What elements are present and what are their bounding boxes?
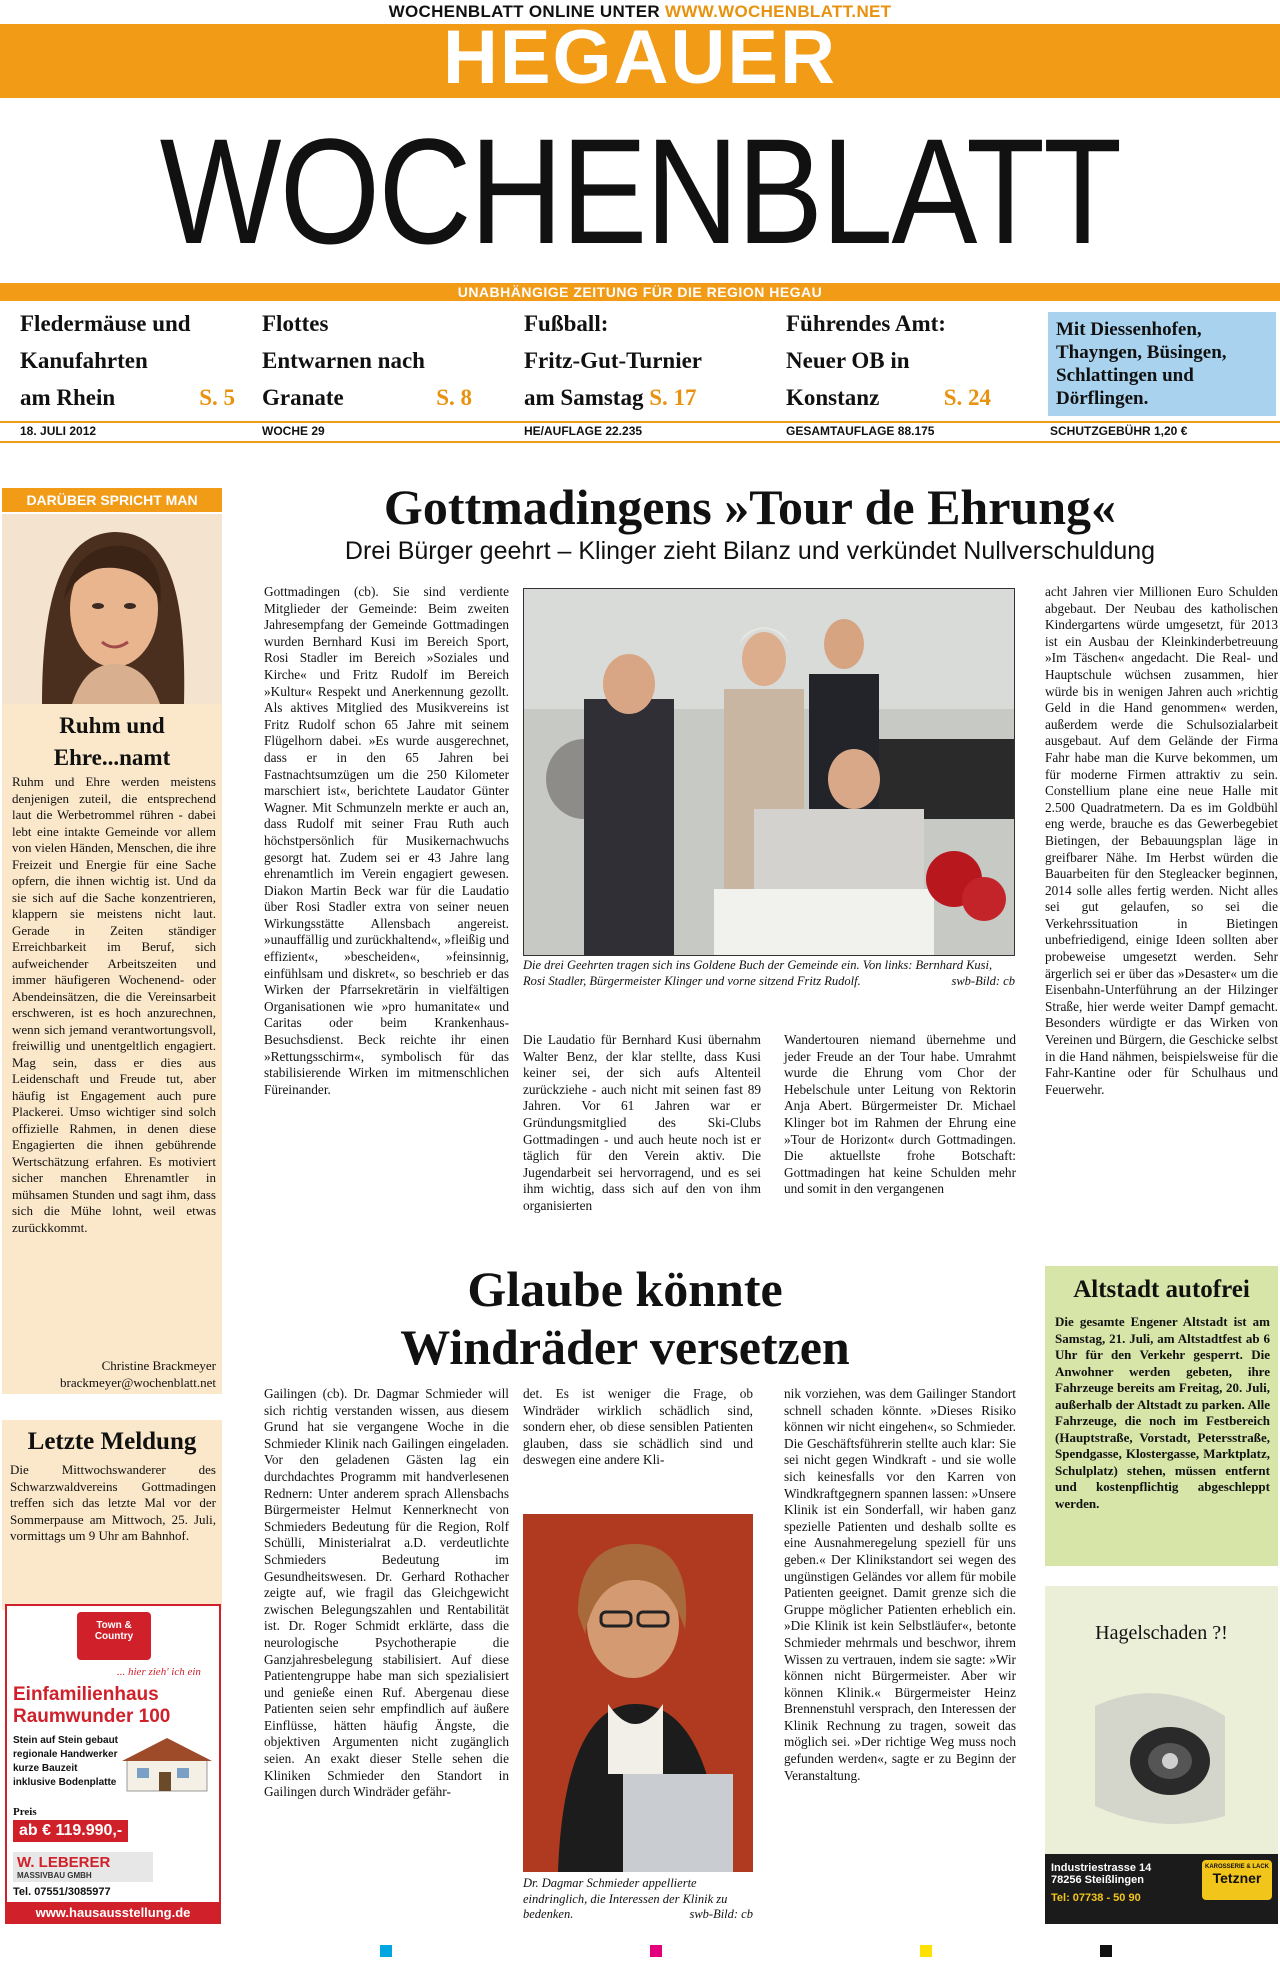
- ad-phone: Tel. 07551/3085977: [13, 1886, 111, 1898]
- ad2-city: 78256 Steißlingen: [1051, 1874, 1144, 1886]
- headline-line: Glaube könnte: [467, 1261, 783, 1317]
- company-name: W. LEBERER: [17, 1854, 111, 1871]
- ad-bullets: [13, 1734, 118, 1790]
- article2-photo: [523, 1514, 753, 1872]
- commentary-signature: [12, 1357, 216, 1391]
- article1-headline: Gottmadingens »Tour de Ehrung«: [383, 479, 1117, 535]
- online-url[interactable]: WWW.WOCHENBLATT.NET: [665, 2, 892, 21]
- last-news-title: Letzte Meldung: [27, 1428, 197, 1455]
- house-illustration: [117, 1734, 217, 1794]
- issue-total: GESAMTAUFLAGE 88.175: [786, 424, 935, 438]
- caption-text: Die drei Geehrten tragen sich ins Goldene Buch der Gemeinde ein. Von links: Bernhard Kusi, Rosi Stadler, Bürgermeister Klinger und vorne sitzend Fritz Rudolf.: [523, 958, 993, 988]
- brand-name: Tetzner: [1212, 1870, 1262, 1886]
- print-registration-marks: [0, 1935, 1280, 1965]
- sidebar-heading: DARÜBER SPRICHT MAN: [2, 488, 222, 512]
- author-name: Christine Brackmeyer: [101, 1358, 216, 1373]
- columnist-portrait: [2, 514, 222, 704]
- photo-credit: swb-Bild: cb: [951, 973, 1015, 988]
- ad-bullet: regionale Handwerker: [13, 1749, 118, 1760]
- teaser-line: Fledermäuse und: [20, 311, 191, 336]
- issue-week: WOCHE 29: [262, 424, 325, 438]
- teaser-2[interactable]: [262, 305, 472, 416]
- teaser-region-box: Mit Diessenhofen, Thayngen, Büsingen, Schlattingen und Dörflingen.: [1048, 312, 1276, 416]
- teaser-line: am Samstag S. 17: [524, 385, 697, 410]
- altstadt-body: Die gesamte Engener Altstadt ist am Samstag, 21. Juli, am Altstadtfest ab 6 Uhr für den Verkehr gesperrt. Die Anwohner werden gebeten, ihre Fahrzeuge bereits am Freitag, 20. Juli, außerhalb der Altstadt zu parken. Alle Fahrzeuge, die noch im Festbereich (Hauptstraße, Vorstadt, Petersstraße, Spendgasse, Klostergasse, Marktplatz, Schulplatz) stehen, müssen entfernt und kostenpflichtig abgeschleppt werden.: [1055, 1314, 1270, 1511]
- ad-bullet: inklusive Bodenplatte: [13, 1777, 117, 1788]
- teaser-page: S. 5: [199, 385, 235, 410]
- article1-col1: Gottmadingen (cb). Sie sind verdiente Mitglieder der Gemeinde: Beim zweiten Jahresempfang der Gemeinde Gottmadingen wurden Bernhard Kusi im Bereich Sport, Rosi Stadler im Bereich »Soziales und Kirche« und Fritz Rudolf im Bereich »Kultur« Respekt und Anerkennung gezollt. Als aktives Mitglied des Musikvereins ist Fritz Rudolf schon 65 Jahre mit seinem Flügelhorn dabei. »Es wurde ausgerechnet, dass er in den 65 Jahren bei Fastnachtsumzügen um die 250 Kilometer marschiert ist«, berichtete Laudator Günter Wagner. Mit Schmunzeln merkte er auch an, dass Rudolf mit seiner Frau Ruth auch höchstpersönlich für Musikernachwuchs gesorgt hat. Zudem sei er 43 Jahre lang ehrenamtlich im Verein engagiert gewesen. Diakon Martin Beck war für die Laudatio über Rosi Stadler extra von seiner neuen Wirkungsstätte Allensbach angereist. »unauffällig und zurückhaltend«, »fleißig und effizient«, »bescheiden«, »feinsinnig, einfühlsam und diskret«, so beschrieb er das Wirken der Pfarrsekretärin in vielfältigen Organisationen wie »pro humanitate« und Caritas oder beim Krankenhaus-Besuchsdienst. Beck reichte ihr einen »Rettungsschirm«, symbolisch für das stabilisierende Wirken im mitmenschlichen Füreinander.: [264, 584, 509, 1097]
- ad-company: [13, 1852, 153, 1882]
- caption-text: Dr. Dagmar Schmieder appellierte eindringlich, die Interessen der Klinik zu bedenken.: [523, 1876, 728, 1921]
- headline-line: Windräder versetzen: [400, 1319, 850, 1375]
- ad2-address: Industriestrasse 14: [1051, 1862, 1152, 1874]
- price-label: Preis: [13, 1806, 37, 1818]
- ad-price: ab € 119.990,-: [13, 1820, 128, 1842]
- article1-photo: [523, 588, 1015, 956]
- article1-caption: [523, 958, 1015, 989]
- article2-col1: Gailingen (cb). Dr. Dagmar Schmieder will sich richtig verstanden wissen, aus diesem Grund hat sie vergangene Woche in die Schmieder Klinik nach Gailingen eingeladen. Vor den geladenen Gästen lag ein durchdachtes Programm mit handverlesenen Rednern: Unter anderem sprach Allensbachs Bürgermeister Helmut Kennerknecht von Schmieders Bedeutung für die Region, Rolf Schülli, Ministerialrat a.D. verdeutlichte Schmieders Bedeutung im Gesundheitswesen. Dr. Gerhard Rothacher zeigte auf, wie fragil das Gleichgewicht zwischen Belegungszahlen und Rentabilität ist. Dr. Roger Schmidt erklärte, dass die neurologische Psychotherapie die Ganzjahresbelegung stabilisiert. Auf diese Patientengruppe habe man sich spezialisiert und genieße einen Ruf. Abergenau diese Patienten seien sehr empfindlich auf äußere Einflüsse, hätten häufig Ängste, die objektiven Argumenten nicht zugänglich seien. An exakt dieser Stelle sehen die Kliniken Schmieder den Standort in Gailingen durch Windräder gefähr-: [264, 1386, 509, 1800]
- teaser-line: Neuer OB in: [786, 348, 910, 373]
- teaser-page: S. 17: [649, 385, 697, 410]
- teaser-line: Granate S. 8: [262, 379, 472, 416]
- ad-headline-2: Raumwunder 100: [13, 1706, 171, 1727]
- teaser-line: Entwarnen nach: [262, 348, 425, 373]
- last-news-body: Die Mittwochswanderer des Schwarzwaldvereins Gottmadingen treffen sich das letzte Mal vor der Sommerpause am Mittwoch, 25. Juli, vormittags um 9 Uhr am Bahnhof.: [10, 1462, 216, 1543]
- teaser-3[interactable]: [524, 305, 729, 416]
- masthead-top: HEGAUER: [442, 15, 838, 100]
- tagline: UNABHÄNGIGE ZEITUNG FÜR DIE REGION HEGAU: [457, 284, 823, 300]
- commentary-body: Ruhm und Ehre werden meistens denjenigen zuteil, die entsprechend laut die Werbetrommel rühren - dabei lebt eine intakte Gemeinde vor allem von vielen Händen, Menschen, die ihre Freizeit und Energie für eine Sache opfern, die ihnen wichtig ist. Und da sie sich auf die Sache konzentrieren, klappern sie meistens nicht laut. Gerade in Zeiten ständiger Erreichbarkeit im Beruf, sich aufweichender Arbeitszeiten und immer häufigeren Wochenend- oder Abendeinsätzen, die die Vereinsarbeit erschweren, ist es hoch anzurechnen, wenn sich jemand verantwortungsvoll, freiwillig und unentgeltlich engagiert. Mag sein, dass er dies aus Leidenschaft und Freude tut, aber häufig ist Engagement auch pure Plackerei. Umso wichtiger sind solch offizielle Rahmen, in denen diese Engagierten die ihnen gebührende Wertschätzung erfahren. Es motiviert sicher manchen Ehrenamtler in mühsamen Stunden und sagt ihm, dass sich die Mühe lohnt, weil etwas zurückkommt.: [12, 774, 216, 1235]
- ad-url[interactable]: www.hausausstellung.de: [7, 1902, 219, 1924]
- house-advertisement[interactable]: [5, 1604, 221, 1924]
- author-email[interactable]: brackmeyer@wochenblatt.net: [60, 1375, 216, 1390]
- teaser-page: S. 24: [943, 385, 991, 410]
- article1-col4: acht Jahren vier Millionen Euro Schulden abgebaut. Der Neubau des katholischen Kindergartens würde umgesetzt, für 2013 ist ein Ausbau der Kleinkinderbetreuung »Im Täschen« angedacht. Die Real- und Hauptschule wüchsen zusammen, hier würde bis in wenigen Jahren auch »richtig Geld in die Hand genommen« werden, außerdem werde die Schulsozialarbeit ausgebaut. Auf dem Gelände der Firma Fahr habe man die Kurve bekommen, um für moderne Firmen attraktiv zu sein. Constellium plane eine neue Halle mit 2.500 Quadratmetern. Da es im Goldbühl eng werde, brauche es das Gewerbegebiet Bietingen, der Bebauungsplan läge in greifbarer Nähe. Im Herbst würden die Bauarbeiten für den Stegleacker beginnen, 2014 solle alles fertig werden. Nicht alles sei gut gelaufen, so sei die Verkehrssituation in Bietingen unbefriedigend, einige Ideen sollten aber probeweise umgesetzt werden. Sehr ärgerlich sei er über das »Desaster« um die Eisenbahn-Unterführung an der Hilzinger Straße, hier werde weiter Dampf gemacht. Besonders würdigte er das Wirken von Vereinen und Bürgern, die Geschicke selbst in die Hand nähmen, beispielsweise für die Fahr-Kantine oder für Schulhaus und Feuerwehr.: [1045, 584, 1278, 1097]
- issue-edition: HE/AUFLAGE 22.235: [524, 424, 643, 438]
- tetzner-logo: [1202, 1860, 1272, 1900]
- teaser-line: Flottes: [262, 311, 329, 336]
- teaser-line: Fußball:: [524, 311, 609, 336]
- issue-fee: SCHUTZGEBÜHR 1,20 €: [1050, 424, 1188, 438]
- dented-car-illustration: [1075, 1666, 1245, 1836]
- article2-caption: [523, 1876, 753, 1923]
- teaser-1[interactable]: [20, 305, 235, 416]
- brand-sub: KAROSSERIE & LACK: [1204, 1864, 1269, 1870]
- ad-bullet: kurze Bauzeit: [13, 1763, 78, 1774]
- teaser-line: Führendes Amt:: [786, 311, 946, 336]
- article2-col2: det. Es ist weniger die Frage, ob Windräder wirklich schädlich sind, sondern eher, ob diese sensiblen Patienten glauben, dass sie schädlich sind und deswegen eine andere Kli-: [523, 1386, 753, 1468]
- issue-date: 18. JULI 2012: [20, 424, 97, 438]
- commentary-title: Ruhm und Ehre...namt: [53, 713, 171, 770]
- ad-slogan: ... hier zieh' ich ein: [117, 1666, 201, 1678]
- article1-col3: Wandertouren niemand übernehme und jeder Freude an der Tour habe. Umrahmt wurde die Ehrung vom Chor der Hebelschule unter Leitung von Rektorin Anja Abert. Bürgermeister Dr. Michael Klinger bot im Rahmen der Ehrung eine »Tour de Horizont« durch Gottmadingen. Die aktuellste frohe Botschaft: Gottmadingen hat keine Schulden mehr und somit in den vergangenen: [784, 1032, 1016, 1197]
- masthead-title: WOCHENBLATT: [159, 107, 1121, 275]
- article1-col2: Die Laudatio für Bernhard Kusi übernahm Walter Benz, der klar stellte, dass Kusi keiner sei, der sich aufs Altenteil zurückziehe - auch nicht mit seinen fast 89 Jahren. Vor 61 Jahren war er Gründungsmitglied des Ski-Clubs Gottmadingen - und auch heute noch ist er täglich für den Verein aktiv. Die Jugendarbeit sei hervorragend, und es sei ihm wichtig, dass sich auf den von ihm organisierten: [523, 1032, 761, 1213]
- ad-headline-1: Einfamilienhaus: [13, 1684, 159, 1705]
- teaser-page: S. 8: [436, 385, 472, 410]
- article2-headline: [240, 1260, 1010, 1376]
- company-sub: MASSIVBAU GMBH: [17, 1871, 92, 1880]
- ad2-headline: Hagelschaden ?!: [1095, 1622, 1228, 1644]
- teaser-line: Konstanz S. 24: [786, 379, 991, 416]
- online-prefix: WOCHENBLATT ONLINE UNTER: [388, 2, 660, 21]
- altstadt-title: Altstadt autofrei: [1073, 1276, 1250, 1303]
- article2-col3: nik vorziehen, was dem Gailinger Standort schnell schaden könnte. »Dieses Risiko können wir nicht eingehen«, so Schmieder. Die Geschäftsführerin stellte auch klar: Sie sei nicht gegen Windkraft - und sie wolle sich keinesfalls vor den Karren von Windkraftgegnern spannen lassen: »Unsere Klinik ist ein Sonderfall, wir haben ganz spezielle Patienten und deshalb sollte es eine Ausnahmeregelung speziell für uns geben.« Der Klinikstandort sei wegen des ungünstigen Geländes vor allem für mobile Patienten geeignet. Damit grenze sich die Gruppe möglicher Patienten erheblich ein. »Die Klinik ist kein Selbstläufer«, betonte Schmieder mehrmals und beschwor, ihrem Wissen zu vertrauen, indem sie sagte: »Wir können nicht Bürgermeister. Aber wir können Klinik.« Bürgermeister Heinz Brennenstuhl versprach, den Interessen der Klinik Rechnung zu tragen, soweit das möglich sei. »Der richtige Weg muss noch gefunden werden«, sagte er zu Beginn der Veranstaltung.: [784, 1386, 1016, 1783]
- teaser-4[interactable]: [786, 305, 991, 416]
- teaser-line: Kanufahrten: [20, 348, 148, 373]
- teaser-line: am Rhein S. 5: [20, 379, 235, 416]
- article1-subhead: Drei Bürger geehrt – Klinger zieht Bilanz und verkündet Nullverschuldung: [344, 537, 1156, 565]
- photo-credit: swb-Bild: cb: [689, 1907, 753, 1921]
- hail-damage-advertisement[interactable]: [1045, 1586, 1278, 1924]
- ad2-footer: [1045, 1854, 1278, 1924]
- ad2-phone: Tel: 07738 - 50 90: [1051, 1892, 1141, 1904]
- ad-bullet: Stein auf Stein gebaut: [13, 1735, 119, 1746]
- teaser-line: Fritz-Gut-Turnier: [524, 348, 703, 373]
- brand-logo: Town & Country: [77, 1612, 151, 1660]
